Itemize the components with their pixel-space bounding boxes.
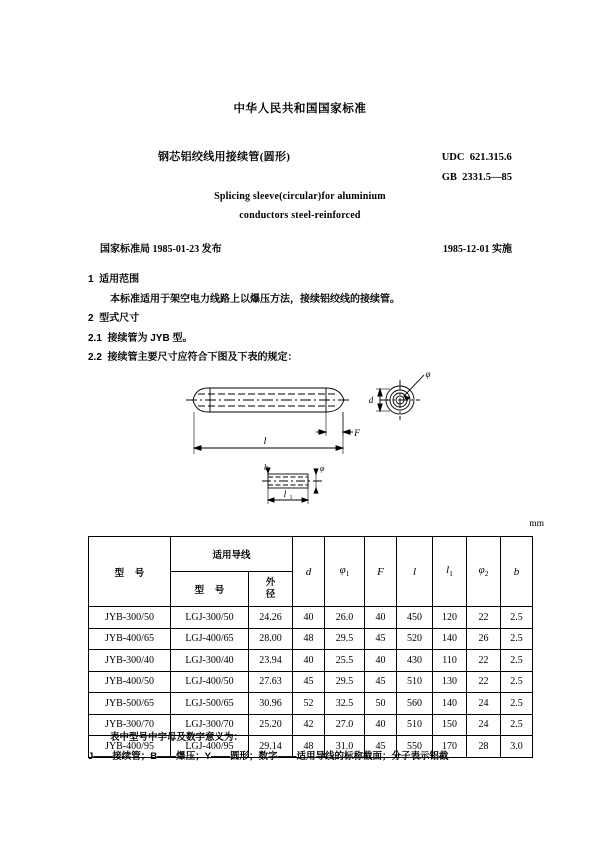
cell-od: 23.94 xyxy=(249,650,293,672)
cell-l: 430 xyxy=(397,650,433,672)
table-header-row-1 xyxy=(89,537,533,572)
header-b: b xyxy=(501,537,533,607)
figure-label-b: b xyxy=(264,463,268,472)
effective-date-text: 1985-12-01 实施 xyxy=(442,244,512,255)
figure-label-phi1: φ xyxy=(425,370,431,379)
cell-d: 40 xyxy=(293,650,325,672)
cell-l1: 140 xyxy=(433,628,467,650)
header-F: F xyxy=(365,537,397,607)
cell-phi2: 22 xyxy=(467,671,501,693)
cell-F: 40 xyxy=(365,650,397,672)
figure-label-l: l xyxy=(263,436,267,447)
cell-model: JYB-500/65 xyxy=(89,693,171,715)
header-applicable-conductor: 适用导线 xyxy=(171,537,293,572)
cell-conductor: LGJ-400/95 xyxy=(171,736,249,758)
chinese-title: 钢芯铝绞线用接续管(圆形) xyxy=(158,151,291,163)
cell-b: 3.0 xyxy=(501,736,533,758)
figure-label-l1: l xyxy=(283,490,287,500)
header-model: 型 号 xyxy=(89,537,171,607)
cell-model: JYB-300/40 xyxy=(89,650,171,672)
table-row xyxy=(89,628,533,650)
cell-d: 42 xyxy=(293,714,325,736)
cell-model: JYB-300/50 xyxy=(89,607,171,629)
cell-l: 510 xyxy=(397,714,433,736)
issued-by-text: 国家标准局 1985-01-23 发布 xyxy=(100,244,222,255)
cell-d: 48 xyxy=(293,628,325,650)
section-leader-line xyxy=(404,375,424,396)
standard-codes xyxy=(442,148,512,188)
cell-phi1: 26.0 xyxy=(325,607,365,629)
table-header xyxy=(89,537,533,607)
cell-model: JYB-400/50 xyxy=(89,671,171,693)
cell-od: 25.20 xyxy=(249,714,293,736)
cell-phi1: 25.5 xyxy=(325,650,365,672)
cell-conductor: LGJ-400/50 xyxy=(171,671,249,693)
specification-table xyxy=(88,536,533,758)
cell-model: JYB-400/95 xyxy=(89,736,171,758)
cell-F: 45 xyxy=(365,671,397,693)
cell-conductor: LGJ-300/70 xyxy=(171,714,249,736)
cell-phi2: 22 xyxy=(467,607,501,629)
section-2-heading: 2 型式尺寸 xyxy=(88,313,140,324)
national-standard-heading: 中华人民共和国国家标准 xyxy=(233,103,367,115)
cell-phi1: 29.5 xyxy=(325,628,365,650)
arrow-l-left xyxy=(194,446,201,450)
cell-conductor: LGJ-300/40 xyxy=(171,650,249,672)
cell-l: 510 xyxy=(397,671,433,693)
cell-phi2: 22 xyxy=(467,650,501,672)
body-text-block xyxy=(88,270,518,368)
cell-phi1: 27.0 xyxy=(325,714,365,736)
cell-phi2: 24 xyxy=(467,693,501,715)
arrow-l1-right xyxy=(302,498,308,502)
cell-b: 2.5 xyxy=(501,607,533,629)
cell-b: 2.5 xyxy=(501,714,533,736)
cell-d: 45 xyxy=(293,671,325,693)
section-1-heading: 1 适用范围 xyxy=(88,274,140,285)
sleeve-drawing-svg xyxy=(0,370,600,520)
cell-conductor: LGJ-400/65 xyxy=(171,628,249,650)
header-phi2: $\varphi_2$ xyxy=(467,537,501,607)
cell-phi2: 26 xyxy=(467,628,501,650)
cell-od: 27.63 xyxy=(249,671,293,693)
header-l: l xyxy=(397,537,433,607)
header-d: d xyxy=(293,537,325,607)
cell-l: 450 xyxy=(397,607,433,629)
cell-l: 550 xyxy=(397,736,433,758)
cell-F: 40 xyxy=(365,714,397,736)
cell-l1: 150 xyxy=(433,714,467,736)
arrow-d-bottom xyxy=(378,404,382,411)
gb-code: GB 2331.5—85 xyxy=(441,172,512,183)
cell-model: JYB-400/65 xyxy=(89,628,171,650)
arrow-F-left xyxy=(319,430,326,434)
cell-l1: 130 xyxy=(433,671,467,693)
header-phi1: $\varphi_1$ xyxy=(325,537,365,607)
english-title-line-2: conductors steel-reinforced xyxy=(239,210,361,221)
cell-b: 2.5 xyxy=(501,693,533,715)
cell-F: 50 xyxy=(365,693,397,715)
cell-l1: 140 xyxy=(433,693,467,715)
header-conductor-model: 型 号 xyxy=(171,572,249,607)
section-1-paragraph: 本标准适用于架空电力线路上以爆压方法，接续铝绞线的接续管。 xyxy=(110,293,400,305)
arrow-l-right xyxy=(336,446,343,450)
table-row xyxy=(89,671,533,693)
english-title-line-1: Splicing sleeve(circular)for aluminium xyxy=(214,191,386,202)
cell-od: 30.96 xyxy=(249,693,293,715)
footnote-line-1: 表中型号中字母及数字意义为： xyxy=(110,732,244,743)
arrow-d-top xyxy=(378,389,382,396)
cell-l1: 170 xyxy=(433,736,467,758)
cell-phi2: 24 xyxy=(467,714,501,736)
cell-model: JYB-300/70 xyxy=(89,714,171,736)
table-row xyxy=(89,693,533,715)
cell-conductor: LGJ-500/65 xyxy=(171,693,249,715)
table-row xyxy=(89,607,533,629)
cell-b: 2.5 xyxy=(501,628,533,650)
english-title xyxy=(0,187,600,225)
footnote-block xyxy=(88,728,528,766)
figure-label-phi2: φ xyxy=(320,464,325,473)
cell-od: 28.00 xyxy=(249,628,293,650)
figure-label-l1-subscript: 1 xyxy=(289,495,293,501)
arrow-F-right xyxy=(343,430,350,434)
cell-F: 45 xyxy=(365,628,397,650)
cell-od: 24.26 xyxy=(249,607,293,629)
cell-l1: 120 xyxy=(433,607,467,629)
cell-phi1: 29.5 xyxy=(325,671,365,693)
udc-code: UDC 621.315.6 xyxy=(441,152,512,163)
cell-od: 29.14 xyxy=(249,736,293,758)
technical-drawing xyxy=(0,370,600,520)
section-2-1-paragraph: 2.1 接续管为 JYB 型。 xyxy=(88,332,193,344)
cell-d: 48 xyxy=(293,736,325,758)
cell-F: 40 xyxy=(365,607,397,629)
cell-F: 45 xyxy=(365,736,397,758)
cell-d: 40 xyxy=(293,607,325,629)
header-outer-diameter: 外 径 xyxy=(249,572,293,607)
cell-l: 560 xyxy=(397,693,433,715)
figure-label-F: F xyxy=(354,429,360,439)
arrow-phi2-top xyxy=(314,469,318,474)
cell-b: 2.5 xyxy=(501,671,533,693)
cell-l1: 110 xyxy=(433,650,467,672)
publication-row xyxy=(100,240,512,255)
section-2-2-paragraph: 2.2 接续管主要尺寸应符合下图及下表的规定： xyxy=(88,352,298,363)
arrow-l1-left xyxy=(268,498,274,502)
figure-label-d: d xyxy=(368,395,374,405)
arrow-phi2-bottom xyxy=(314,488,318,493)
cell-l: 520 xyxy=(397,628,433,650)
cell-phi1: 31.0 xyxy=(325,736,365,758)
cell-phi1: 32.5 xyxy=(325,693,365,715)
header-l1: $l_1$ xyxy=(433,537,467,607)
cell-d: 52 xyxy=(293,693,325,715)
table-row xyxy=(89,650,533,672)
table-unit-label: mm xyxy=(529,519,544,529)
footnote-line-2: J——接续管；B——爆压；Y——圆形；数字——适用导线的标称截面；分子表示铝截 xyxy=(88,751,449,762)
cell-b: 2.5 xyxy=(501,650,533,672)
cell-conductor: LGJ-300/50 xyxy=(171,607,249,629)
cell-phi2: 28 xyxy=(467,736,501,758)
